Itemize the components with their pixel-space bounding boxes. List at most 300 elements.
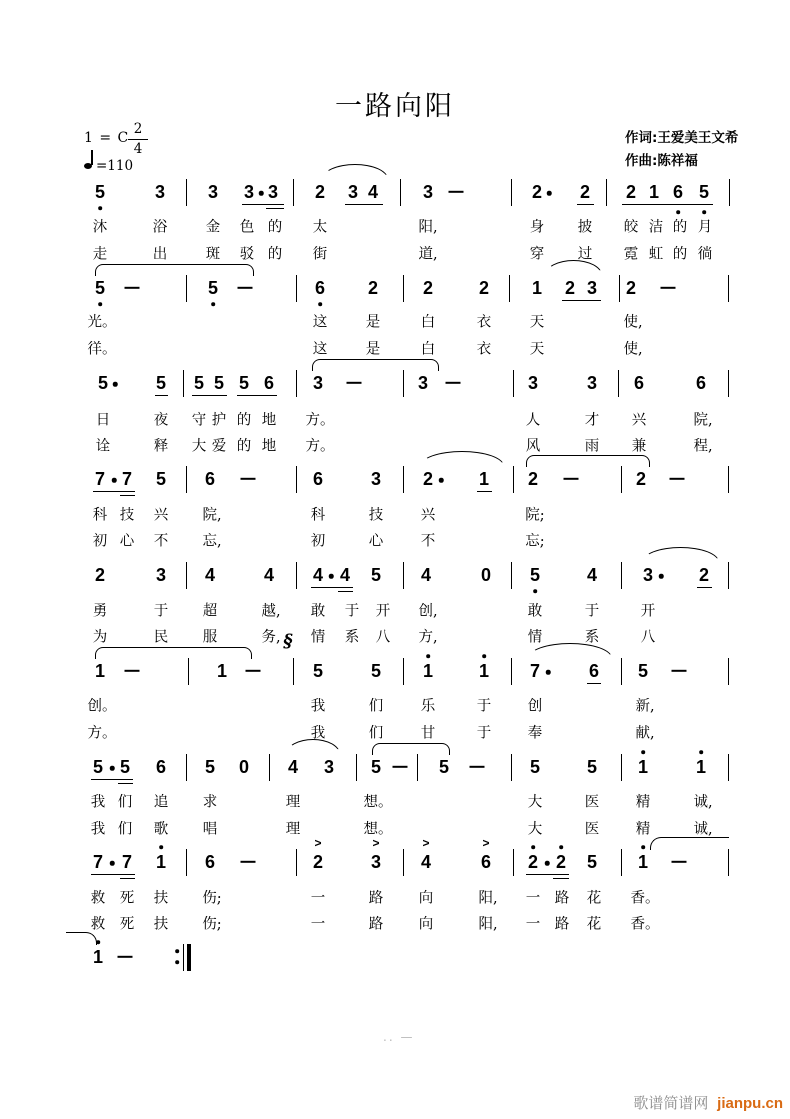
lyric-syllable: 理 [285,821,301,838]
lyric-syllable: 院, [202,507,222,524]
lyric-syllable: 系 [344,629,360,646]
note-token: 2 [312,852,324,872]
note-token: 5 [370,565,382,585]
beam-underline [553,878,569,880]
lyric-syllable: 院, [693,412,713,429]
barline [619,275,620,302]
note-token: 3 [312,373,324,393]
note-token: 5 [213,373,225,393]
barline [513,849,514,876]
note-token: 6 [314,278,326,298]
note-token: 6 [672,182,684,202]
note-token: 5 [438,757,450,777]
lyric-syllable: 死 [119,916,135,933]
lyric-syllable: 于 [344,603,360,620]
barline [511,658,512,685]
note-token: 3 [243,182,255,202]
barline [183,370,184,397]
lyric-syllable: 的 [267,246,283,263]
note-token: 5 [193,373,205,393]
octave-dot-above [559,845,563,849]
tie-arc [526,455,650,467]
note-token: 3 [417,373,429,393]
lyric-syllable: 死 [119,890,135,907]
lyric-syllable: 方。 [305,412,335,429]
note-token: 6 [312,469,324,489]
note-token: 5 [586,757,598,777]
lyric-syllable: 一 [310,916,326,933]
augmentation-dot [110,766,115,771]
note-token: 1 [478,661,490,681]
lyric-syllable: 科 [92,507,108,524]
lyric-syllable: 一 [310,890,326,907]
lyric-syllable: 新, [635,698,655,715]
octave-dot-above [426,654,430,658]
barline [186,275,187,302]
note-token: 3 [370,852,382,872]
note-token: 5 [370,661,382,681]
lyric-syllable: 金 [205,219,221,236]
lyric-syllable: 路 [554,890,570,907]
lyric-syllable: 才 [584,412,600,429]
lyric-syllable: 大 [527,794,543,811]
lyric-syllable: 唱 [202,821,218,838]
barline [621,849,622,876]
note-sustain-dash [564,478,579,480]
barline [296,466,297,493]
tie-arc [372,743,450,755]
beam-underline [118,783,133,785]
repeat-thin-barline [183,944,184,971]
note-token: 2 [555,852,567,872]
barline [417,754,418,781]
octave-dot-above [159,845,163,849]
tempo-marking: =110 [96,158,134,174]
note-sustain-dash [241,861,256,863]
lyric-syllable: 医 [584,794,600,811]
lyric-syllable: 日 [95,412,111,429]
note-token: 6 [263,373,275,393]
octave-dot-below [211,302,215,306]
beam-underline [345,204,383,206]
note-token: 5 [370,757,382,777]
lyric-syllable: 走 [92,246,108,263]
slur-arc [420,451,504,466]
note-token: 4 [204,565,216,585]
lyric-syllable: 的 [236,412,252,429]
note-sustain-dash [246,670,261,672]
beam-underline [237,395,277,397]
lyric-syllable: 超 [202,603,218,620]
lyric-syllable: 歌 [153,821,169,838]
lyric-syllable: 这 [312,314,328,331]
note-sustain-dash [125,287,140,289]
lyric-syllable: 初 [92,533,108,550]
note-token: 3 [370,469,382,489]
watermark-url[interactable]: jianpu.cn [717,1095,783,1112]
watermark-site-name: 歌谱简谱网 [633,1094,709,1112]
tie-arc [95,647,252,659]
augmentation-dot [546,670,551,675]
augmentation-dot [659,574,664,579]
accent-mark: > [422,836,430,850]
barline [403,849,404,876]
beam-underline [562,300,601,302]
lyric-syllable: 院; [525,507,545,524]
repeat-dot [175,949,179,953]
lyric-syllable: 救 [90,916,106,933]
lyric-syllable: 太 [312,219,328,236]
lyric-syllable: 释 [153,438,169,455]
barline [293,658,294,685]
lyric-syllable: 天 [529,341,545,358]
lyric-syllable: 追 [153,794,169,811]
octave-dot-below [676,210,680,214]
note-token: 4 [420,565,432,585]
note-token: 2 [478,278,490,298]
note-token: 3 [347,182,359,202]
note-token: 2 [94,565,106,585]
lyric-syllable: 精 [635,794,651,811]
lyric-syllable: 白 [420,341,436,358]
note-sustain-dash [347,382,362,384]
beam-underline [120,878,135,880]
note-token: 2 [698,565,710,585]
accent-mark: > [314,836,322,850]
augmentation-dot [545,861,550,866]
barline [403,370,404,397]
lyric-syllable: 是 [365,314,381,331]
lyric-syllable: 甘 [420,725,436,742]
lyric-syllable: 心 [368,533,384,550]
lyric-syllable: 徉。 [87,341,117,358]
barline [186,179,187,206]
augmentation-dot [259,191,264,196]
accent-mark: > [482,836,490,850]
barline [186,849,187,876]
beam-underline [93,491,135,493]
lyric-syllable: 勇 [92,603,108,620]
lyric-syllable: 使, [623,314,643,331]
lyric-syllable: 的 [672,246,688,263]
note-token: 3 [154,182,166,202]
lyric-syllable: 创。 [87,698,117,715]
barline [728,849,729,876]
lyric-syllable: 地 [261,412,277,429]
barline [729,179,730,206]
note-token: 4 [586,565,598,585]
note-sustain-dash [393,766,408,768]
lyric-syllable: 程, [693,438,713,455]
note-token: 6 [695,373,707,393]
lyric-syllable: 沐 [92,219,108,236]
note-token: 7 [94,469,106,489]
lyric-syllable: 于 [584,603,600,620]
barline [728,754,729,781]
lyric-syllable: 医 [584,821,600,838]
page-marker: .. — [383,1030,415,1044]
lyric-syllable: 向 [418,916,434,933]
lyric-syllable: 我 [90,821,106,838]
note-token: 1 [422,661,434,681]
lyric-syllable: 开 [375,603,391,620]
lyric-syllable: 开 [640,603,656,620]
lyric-syllable: 兴 [631,412,647,429]
note-token: 4 [287,757,299,777]
beam-underline [577,204,594,206]
note-token: 1 [695,757,707,777]
octave-dot-above [482,654,486,658]
note-token: 3 [155,565,167,585]
note-token: 3 [207,182,219,202]
lyric-syllable: 救 [90,890,106,907]
barline [293,179,294,206]
note-sustain-dash [238,287,253,289]
note-token: 5 [207,278,219,298]
note-sustain-dash [661,287,676,289]
tie-arc [312,359,439,371]
beam-underline [338,591,353,593]
note-token: 7 [121,469,133,489]
octave-dot-below [533,589,537,593]
lyric-syllable: 一 [525,916,541,933]
note-token: 5 [94,182,106,202]
barline [186,466,187,493]
barline [606,179,607,206]
lyric-syllable: 爱 [211,438,227,455]
note-sustain-dash [449,191,464,193]
barline [403,658,404,685]
note-token: 2 [531,182,543,202]
slur-arc [545,260,602,275]
lyric-syllable: 身 [529,219,545,236]
lyric-syllable: 系 [584,629,600,646]
barline [296,849,297,876]
note-token: 3 [422,182,434,202]
augmentation-dot [113,382,118,387]
meter-denominator: 4 [133,141,143,157]
lyric-syllable: 天 [529,314,545,331]
barline [511,562,512,589]
note-token: 0 [480,565,492,585]
note-token: 3 [267,182,279,202]
lyric-syllable: 使, [623,341,643,358]
lyric-syllable: 这 [312,341,328,358]
lyric-syllable: 技 [368,507,384,524]
lyric-syllable: 衣 [476,314,492,331]
note-token: 5 [92,757,104,777]
note-token: 4 [312,565,324,585]
barline [186,754,187,781]
lyric-syllable: 我 [310,725,326,742]
note-token: 4 [339,565,351,585]
note-token: 5 [529,757,541,777]
barline [728,562,729,589]
note-sustain-dash [470,766,485,768]
note-token: 1 [92,947,104,967]
beam-underline [91,779,133,781]
octave-dot-above [531,845,535,849]
lyric-syllable: 洁 [648,219,664,236]
barline [269,754,270,781]
lyric-syllable: 敢 [310,603,326,620]
note-token: 2 [564,278,576,298]
lyric-syllable: 心 [119,533,135,550]
barline [403,275,404,302]
beam-underline [622,204,713,206]
lyric-syllable: 是 [365,341,381,358]
repeat-thick-barline [187,944,191,971]
lyric-syllable: 求 [202,794,218,811]
note-token: 5 [312,661,324,681]
watermark [633,1092,783,1113]
note-token: 2 [422,469,434,489]
octave-dot-above [641,845,645,849]
note-token: 5 [698,182,710,202]
lyric-syllable: 于 [476,725,492,742]
note-sustain-dash [672,861,687,863]
slur-arc [642,547,719,562]
barline [621,754,622,781]
beam-underline [91,874,135,876]
beam-underline [155,395,168,397]
lyric-syllable: 光。 [87,314,117,331]
lyric-syllable: 浴 [152,219,168,236]
lyric-syllable: 们 [117,794,133,811]
barline [511,754,512,781]
lyric-syllable: 越, [261,603,281,620]
note-token: 4 [420,852,432,872]
lyric-syllable: 大 [527,821,543,838]
lyric-syllable: 服 [202,629,218,646]
lyric-syllable: 霓 [623,246,639,263]
lyric-syllable: 一 [525,890,541,907]
lyric-syllable: 八 [640,629,656,646]
lyric-syllable: 的 [236,438,252,455]
barline [296,562,297,589]
lyric-syllable: 人 [525,412,541,429]
note-token: 2 [422,278,434,298]
barline [403,562,404,589]
barline [356,754,357,781]
lyricist-credit: 作词:王爱美王文希 [625,130,739,146]
beam-underline [266,208,284,210]
note-token: 6 [204,852,216,872]
lyric-syllable: 方, [418,629,438,646]
note-token: 2 [314,182,326,202]
lyric-syllable: 献, [635,725,655,742]
lyric-syllable: 驳 [239,246,255,263]
lyric-syllable: 阳, [418,219,438,236]
lyric-syllable: 阳, [478,890,498,907]
octave-dot-below [318,302,322,306]
note-token: 5 [238,373,250,393]
lyric-syllable: 大 [191,438,207,455]
lyric-syllable: 伤; [202,890,222,907]
lyric-syllable: 们 [117,821,133,838]
lyric-syllable: 路 [368,890,384,907]
slur-arc [286,739,340,754]
lyric-syllable: 的 [267,219,283,236]
note-token: 2 [625,278,637,298]
tie-arc-end [66,932,97,945]
lyric-syllable: 向 [418,890,434,907]
barline [728,275,729,302]
lyric-syllable: 奉 [527,725,543,742]
barline [186,562,187,589]
lyric-syllable: 花 [586,916,602,933]
note-token: 1 [216,661,228,681]
note-token: 1 [648,182,660,202]
lyric-syllable: 我 [310,698,326,715]
lyric-syllable: 扶 [153,890,169,907]
barline [513,370,514,397]
note-token: 1 [637,757,649,777]
lyric-syllable: 科 [310,507,326,524]
note-token: 5 [586,852,598,872]
lyric-syllable: 于 [476,698,492,715]
lyric-syllable: 色 [239,219,255,236]
lyric-syllable: 务, [261,629,281,646]
beam-underline [242,204,284,206]
meter-numerator: 2 [128,120,148,140]
lyric-syllable: 们 [368,725,384,742]
note-token: 2 [367,278,379,298]
note-sustain-dash [446,382,461,384]
octave-dot-above [641,750,645,754]
note-token: 5 [155,373,167,393]
barline [188,658,189,685]
barline [296,275,297,302]
note-token: 7 [92,852,104,872]
lyric-syllable: 路 [368,916,384,933]
beam-underline [697,587,712,589]
note-token: 6 [155,757,167,777]
octave-dot-below [98,206,102,210]
time-signature [128,120,148,159]
beam-underline [477,491,492,493]
lyric-syllable: 乐 [420,698,436,715]
lyric-syllable: 披 [577,219,593,236]
lyric-syllable: 阳, [478,916,498,933]
lyric-syllable: 夜 [153,412,169,429]
lyric-syllable: 皎 [623,219,639,236]
lyric-syllable: 创 [527,698,543,715]
composer-credit: 作曲:陈祥福 [625,153,698,169]
augmentation-dot [547,191,552,196]
lyric-syllable: 精 [635,821,651,838]
barline [621,466,622,493]
note-token: 3 [527,373,539,393]
lyric-syllable: 于 [153,603,169,620]
lyric-syllable: 想。 [363,821,393,838]
lyric-syllable: 花 [586,890,602,907]
barline [400,179,401,206]
note-token: 6 [480,852,492,872]
lyric-syllable: 不 [420,533,436,550]
note-token: 5 [97,373,109,393]
lyric-syllable: 情 [310,629,326,646]
lyric-syllable: 出 [152,246,168,263]
lyric-syllable: 香。 [630,916,660,933]
lyric-syllable: 技 [119,507,135,524]
beam-underline [526,874,569,876]
lyric-syllable: 街 [312,246,328,263]
lyric-syllable: 风 [525,438,541,455]
barline [621,658,622,685]
lyric-syllable: 们 [368,698,384,715]
note-token: 2 [527,852,539,872]
